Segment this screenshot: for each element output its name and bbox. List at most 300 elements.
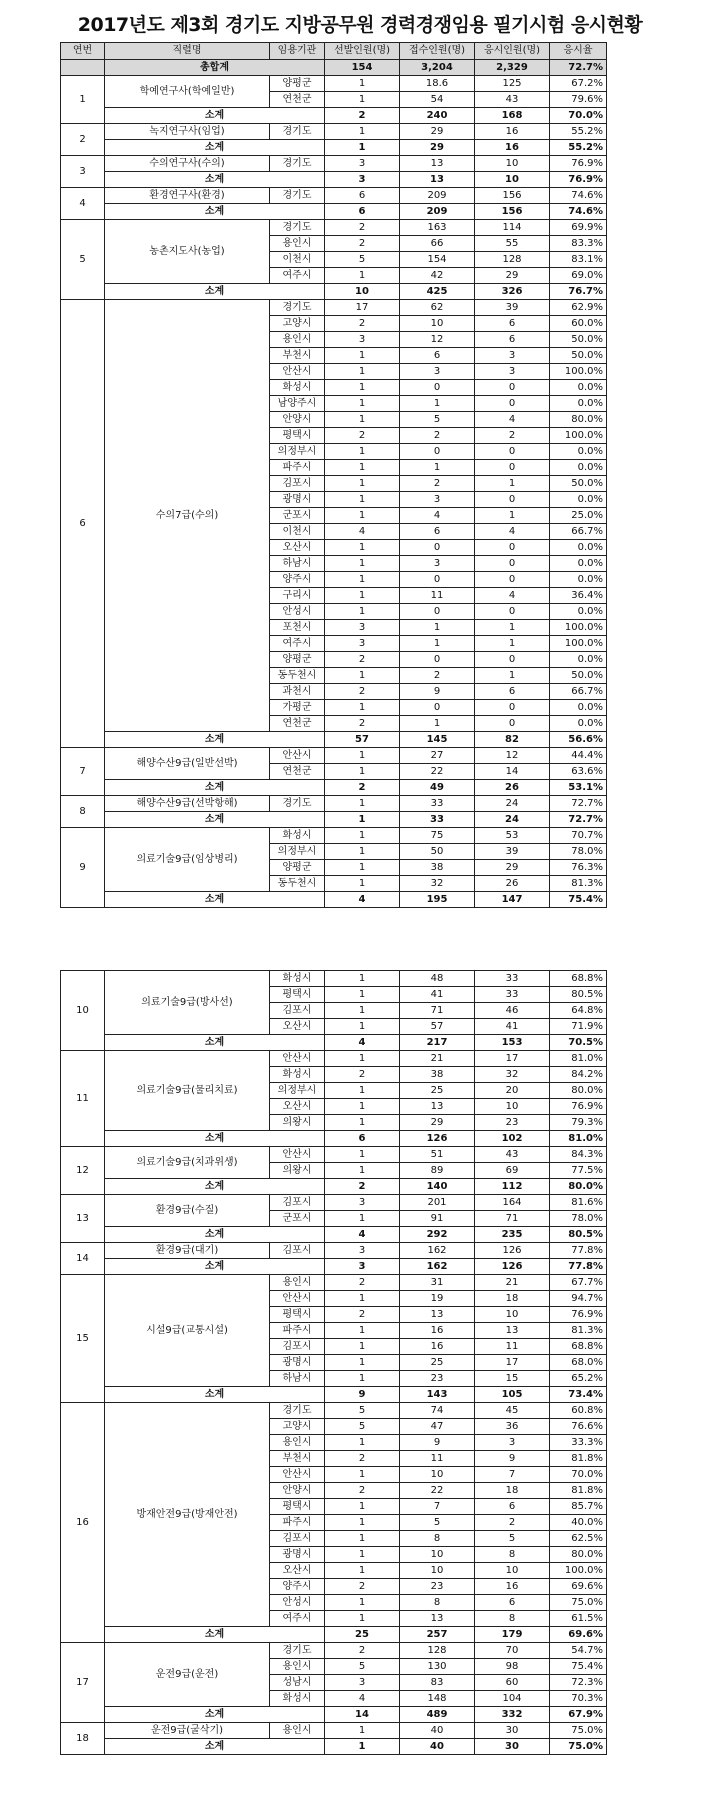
applied-count: 156 — [475, 188, 550, 204]
subtotal-label: 소계 — [105, 140, 325, 156]
agency: 의정부시 — [270, 444, 325, 460]
application-rate: 83.3% — [550, 236, 607, 252]
agency: 연천군 — [270, 764, 325, 780]
subtotal-applied: 10 — [475, 172, 550, 188]
subtotal-registered: 49 — [400, 780, 475, 796]
registered-count: 10 — [400, 1547, 475, 1563]
subtotal-rate: 75.0% — [550, 1739, 607, 1755]
subtotal-rate: 70.0% — [550, 108, 607, 124]
agency: 평택시 — [270, 987, 325, 1003]
agency: 하남시 — [270, 1371, 325, 1387]
selected-count: 1 — [325, 1115, 400, 1131]
applied-count: 17 — [475, 1051, 550, 1067]
agency: 의왕시 — [270, 1163, 325, 1179]
job-series: 의료기술9급(임상병리) — [105, 828, 270, 892]
grand-total-row — [61, 60, 607, 76]
agency: 용인시 — [270, 236, 325, 252]
subtotal-registered: 209 — [400, 204, 475, 220]
subtotal-row — [61, 1707, 607, 1723]
job-series: 의료기술9급(방사선) — [105, 971, 270, 1035]
selected-count: 6 — [325, 188, 400, 204]
application-rate: 0.0% — [550, 460, 607, 476]
subtotal-registered: 425 — [400, 284, 475, 300]
serial-number: 3 — [61, 156, 105, 188]
selected-count: 1 — [325, 396, 400, 412]
registered-count: 1 — [400, 460, 475, 476]
application-rate: 80.5% — [550, 987, 607, 1003]
application-rate: 62.5% — [550, 1531, 607, 1547]
subtotal-applied: 179 — [475, 1627, 550, 1643]
job-series: 방재안전9급(방재안전) — [105, 1403, 270, 1627]
registered-count: 1 — [400, 620, 475, 636]
subtotal-registered: 140 — [400, 1179, 475, 1195]
serial-number: 9 — [61, 828, 105, 908]
subtotal-applied: 112 — [475, 1179, 550, 1195]
application-rate: 79.6% — [550, 92, 607, 108]
registered-count: 75 — [400, 828, 475, 844]
table-row — [61, 124, 607, 140]
agency: 안산시 — [270, 364, 325, 380]
selected-count: 2 — [325, 1451, 400, 1467]
application-rate: 81.8% — [550, 1483, 607, 1499]
job-series: 운전9급(운전) — [105, 1643, 270, 1707]
subtotal-row — [61, 204, 607, 220]
selected-count: 1 — [325, 348, 400, 364]
applied-count: 98 — [475, 1659, 550, 1675]
selected-count: 1 — [325, 1595, 400, 1611]
agency: 남양주시 — [270, 396, 325, 412]
agency: 고양시 — [270, 1419, 325, 1435]
applied-count: 11 — [475, 1339, 550, 1355]
selected-count: 3 — [325, 1675, 400, 1691]
applied-count: 0 — [475, 700, 550, 716]
subtotal-label: 소계 — [105, 1627, 325, 1643]
subtotal-rate: 75.4% — [550, 892, 607, 908]
registered-count: 5 — [400, 1515, 475, 1531]
subtotal-row — [61, 812, 607, 828]
subtotal-registered: 240 — [400, 108, 475, 124]
registered-count: 9 — [400, 1435, 475, 1451]
subtotal-registered: 40 — [400, 1739, 475, 1755]
grand-total-rate: 72.7% — [550, 60, 607, 76]
application-rate: 75.0% — [550, 1595, 607, 1611]
applied-count: 33 — [475, 971, 550, 987]
serial-number: 13 — [61, 1195, 105, 1243]
job-series: 녹지연구사(임업) — [105, 124, 270, 140]
registered-count: 9 — [400, 684, 475, 700]
applicant-table-part-1 — [60, 42, 607, 908]
application-rate: 81.6% — [550, 1195, 607, 1211]
selected-count: 1 — [325, 860, 400, 876]
selected-count: 5 — [325, 252, 400, 268]
subtotal-label: 소계 — [105, 1179, 325, 1195]
agency: 하남시 — [270, 556, 325, 572]
selected-count: 1 — [325, 1099, 400, 1115]
applied-count: 1 — [475, 620, 550, 636]
registered-count: 8 — [400, 1595, 475, 1611]
serial-number: 5 — [61, 220, 105, 300]
application-rate: 77.5% — [550, 1163, 607, 1179]
application-rate: 60.0% — [550, 316, 607, 332]
application-rate: 83.1% — [550, 252, 607, 268]
registered-count: 128 — [400, 1643, 475, 1659]
registered-count: 16 — [400, 1339, 475, 1355]
selected-count: 2 — [325, 316, 400, 332]
subtotal-label: 소계 — [105, 284, 325, 300]
applied-count: 7 — [475, 1467, 550, 1483]
subtotal-registered: 257 — [400, 1627, 475, 1643]
applied-count: 164 — [475, 1195, 550, 1211]
application-rate: 76.3% — [550, 860, 607, 876]
selected-count: 1 — [325, 1355, 400, 1371]
applied-count: 18 — [475, 1291, 550, 1307]
agency: 화성시 — [270, 828, 325, 844]
subtotal-selected: 57 — [325, 732, 400, 748]
subtotal-rate: 76.7% — [550, 284, 607, 300]
application-rate: 78.0% — [550, 1211, 607, 1227]
serial-number: 11 — [61, 1051, 105, 1147]
selected-count: 1 — [325, 444, 400, 460]
serial-number: 14 — [61, 1243, 105, 1275]
registered-count: 22 — [400, 1483, 475, 1499]
applied-count: 6 — [475, 1595, 550, 1611]
applied-count: 0 — [475, 380, 550, 396]
agency: 양평군 — [270, 76, 325, 92]
applied-count: 104 — [475, 1691, 550, 1707]
selected-count: 3 — [325, 156, 400, 172]
agency: 용인시 — [270, 332, 325, 348]
registered-count: 6 — [400, 524, 475, 540]
selected-count: 1 — [325, 572, 400, 588]
applied-count: 30 — [475, 1723, 550, 1739]
job-series: 환경9급(대기) — [105, 1243, 270, 1259]
table-row — [61, 1403, 607, 1419]
applied-count: 41 — [475, 1019, 550, 1035]
agency: 경기도 — [270, 220, 325, 236]
subtotal-applied: 105 — [475, 1387, 550, 1403]
subtotal-applied: 24 — [475, 812, 550, 828]
selected-count: 17 — [325, 300, 400, 316]
selected-count: 1 — [325, 1371, 400, 1387]
registered-count: 54 — [400, 92, 475, 108]
application-rate: 79.3% — [550, 1115, 607, 1131]
application-rate: 0.0% — [550, 540, 607, 556]
registered-count: 19 — [400, 1291, 475, 1307]
table-row — [61, 1195, 607, 1211]
subtotal-registered: 162 — [400, 1259, 475, 1275]
registered-count: 32 — [400, 876, 475, 892]
selected-count: 2 — [325, 1307, 400, 1323]
application-rate: 55.2% — [550, 124, 607, 140]
applied-count: 0 — [475, 556, 550, 572]
job-series: 시설9급(교통시설) — [105, 1275, 270, 1387]
selected-count: 1 — [325, 987, 400, 1003]
table-row — [61, 1643, 607, 1659]
subtotal-selected: 4 — [325, 1227, 400, 1243]
application-rate: 36.4% — [550, 588, 607, 604]
registered-count: 162 — [400, 1243, 475, 1259]
applied-count: 16 — [475, 124, 550, 140]
subtotal-applied: 156 — [475, 204, 550, 220]
application-rate: 50.0% — [550, 332, 607, 348]
job-series: 해양수산9급(선박항해) — [105, 796, 270, 812]
selected-count: 1 — [325, 1723, 400, 1739]
selected-count: 2 — [325, 1579, 400, 1595]
agency: 김포시 — [270, 1243, 325, 1259]
application-rate: 62.9% — [550, 300, 607, 316]
agency: 오산시 — [270, 1563, 325, 1579]
table-row — [61, 1243, 607, 1259]
application-rate: 80.0% — [550, 1547, 607, 1563]
selected-count: 1 — [325, 412, 400, 428]
subtotal-registered: 13 — [400, 172, 475, 188]
registered-count: 130 — [400, 1659, 475, 1675]
agency: 김포시 — [270, 1195, 325, 1211]
applied-count: 10 — [475, 156, 550, 172]
selected-count: 1 — [325, 76, 400, 92]
subtotal-rate: 80.0% — [550, 1179, 607, 1195]
agency: 여주시 — [270, 636, 325, 652]
agency: 군포시 — [270, 1211, 325, 1227]
applied-count: 0 — [475, 572, 550, 588]
selected-count: 1 — [325, 1291, 400, 1307]
selected-count: 1 — [325, 1147, 400, 1163]
subtotal-row — [61, 1131, 607, 1147]
subtotal-registered: 145 — [400, 732, 475, 748]
subtotal-selected: 1 — [325, 812, 400, 828]
selected-count: 1 — [325, 700, 400, 716]
subtotal-rate: 55.2% — [550, 140, 607, 156]
application-rate: 0.0% — [550, 492, 607, 508]
applied-count: 4 — [475, 412, 550, 428]
agency: 용인시 — [270, 1723, 325, 1739]
registered-count: 23 — [400, 1371, 475, 1387]
table-row — [61, 1051, 607, 1067]
subtotal-selected: 4 — [325, 1035, 400, 1051]
subtotal-registered: 217 — [400, 1035, 475, 1051]
subtotal-row — [61, 108, 607, 124]
agency: 경기도 — [270, 1403, 325, 1419]
agency: 안산시 — [270, 748, 325, 764]
agency: 화성시 — [270, 1691, 325, 1707]
selected-count: 1 — [325, 1547, 400, 1563]
registered-count: 0 — [400, 380, 475, 396]
subtotal-selected: 1 — [325, 1739, 400, 1755]
applied-count: 43 — [475, 1147, 550, 1163]
agency: 경기도 — [270, 300, 325, 316]
selected-count: 1 — [325, 764, 400, 780]
agency: 평택시 — [270, 1307, 325, 1323]
registered-count: 13 — [400, 1611, 475, 1627]
registered-count: 1 — [400, 636, 475, 652]
application-rate: 44.4% — [550, 748, 607, 764]
subtotal-registered: 195 — [400, 892, 475, 908]
registered-count: 13 — [400, 1307, 475, 1323]
registered-count: 13 — [400, 1099, 475, 1115]
applied-count: 14 — [475, 764, 550, 780]
selected-count: 1 — [325, 1083, 400, 1099]
subtotal-label: 소계 — [105, 108, 325, 124]
registered-count: 74 — [400, 1403, 475, 1419]
applied-count: 6 — [475, 1499, 550, 1515]
registered-count: 48 — [400, 971, 475, 987]
selected-count: 1 — [325, 364, 400, 380]
subtotal-selected: 1 — [325, 140, 400, 156]
subtotal-rate: 77.8% — [550, 1259, 607, 1275]
application-rate: 65.2% — [550, 1371, 607, 1387]
registered-count: 0 — [400, 652, 475, 668]
registered-count: 201 — [400, 1195, 475, 1211]
agency: 성남시 — [270, 1675, 325, 1691]
serial-number: 15 — [61, 1275, 105, 1403]
subtotal-applied: 16 — [475, 140, 550, 156]
applied-count: 8 — [475, 1611, 550, 1627]
selected-count: 1 — [325, 1611, 400, 1627]
application-rate: 64.8% — [550, 1003, 607, 1019]
registered-count: 209 — [400, 188, 475, 204]
application-rate: 71.9% — [550, 1019, 607, 1035]
subtotal-rate: 53.1% — [550, 780, 607, 796]
applied-count: 69 — [475, 1163, 550, 1179]
selected-count: 4 — [325, 1691, 400, 1707]
subtotal-row — [61, 1259, 607, 1275]
agency: 부천시 — [270, 348, 325, 364]
agency: 화성시 — [270, 380, 325, 396]
subtotal-row — [61, 1739, 607, 1755]
agency: 경기도 — [270, 124, 325, 140]
selected-count: 1 — [325, 1211, 400, 1227]
registered-count: 29 — [400, 1115, 475, 1131]
job-series: 수의7급(수의) — [105, 300, 270, 732]
registered-count: 12 — [400, 332, 475, 348]
application-rate: 0.0% — [550, 444, 607, 460]
application-rate: 68.0% — [550, 1355, 607, 1371]
applied-count: 1 — [475, 476, 550, 492]
registered-count: 91 — [400, 1211, 475, 1227]
application-rate: 72.3% — [550, 1675, 607, 1691]
applied-count: 23 — [475, 1115, 550, 1131]
selected-count: 2 — [325, 220, 400, 236]
selected-count: 3 — [325, 620, 400, 636]
subtotal-selected: 3 — [325, 172, 400, 188]
applied-count: 26 — [475, 876, 550, 892]
registered-count: 163 — [400, 220, 475, 236]
registered-count: 0 — [400, 604, 475, 620]
applied-count: 36 — [475, 1419, 550, 1435]
application-rate: 72.7% — [550, 796, 607, 812]
application-rate: 66.7% — [550, 524, 607, 540]
subtotal-row — [61, 1387, 607, 1403]
agency: 안산시 — [270, 1291, 325, 1307]
selected-count: 5 — [325, 1419, 400, 1435]
applied-count: 18 — [475, 1483, 550, 1499]
subtotal-row — [61, 892, 607, 908]
table-row — [61, 76, 607, 92]
registered-count: 71 — [400, 1003, 475, 1019]
registered-count: 66 — [400, 236, 475, 252]
registered-count: 7 — [400, 1499, 475, 1515]
agency: 평택시 — [270, 1499, 325, 1515]
subtotal-registered: 33 — [400, 812, 475, 828]
registered-count: 2 — [400, 428, 475, 444]
serial-number: 2 — [61, 124, 105, 156]
registered-count: 29 — [400, 124, 475, 140]
agency: 화성시 — [270, 1067, 325, 1083]
subtotal-selected: 9 — [325, 1387, 400, 1403]
application-rate: 0.0% — [550, 396, 607, 412]
selected-count: 3 — [325, 332, 400, 348]
agency: 동두천시 — [270, 668, 325, 684]
agency: 경기도 — [270, 156, 325, 172]
subtotal-label: 소계 — [105, 1707, 325, 1723]
subtotal-selected: 6 — [325, 204, 400, 220]
subtotal-label: 소계 — [105, 1131, 325, 1147]
registered-count: 3 — [400, 492, 475, 508]
selected-count: 2 — [325, 1067, 400, 1083]
application-rate: 84.2% — [550, 1067, 607, 1083]
subtotal-rate: 69.6% — [550, 1627, 607, 1643]
applied-count: 0 — [475, 492, 550, 508]
registered-count: 10 — [400, 1467, 475, 1483]
application-rate: 33.3% — [550, 1435, 607, 1451]
subtotal-label: 소계 — [105, 812, 325, 828]
applied-count: 6 — [475, 332, 550, 348]
application-rate: 94.7% — [550, 1291, 607, 1307]
table-row — [61, 300, 607, 316]
subtotal-applied: 126 — [475, 1259, 550, 1275]
registered-count: 47 — [400, 1419, 475, 1435]
applied-count: 6 — [475, 684, 550, 700]
applied-count: 3 — [475, 1435, 550, 1451]
registered-count: 0 — [400, 700, 475, 716]
subtotal-applied: 326 — [475, 284, 550, 300]
agency: 경기도 — [270, 188, 325, 204]
application-rate: 100.0% — [550, 636, 607, 652]
subtotal-rate: 81.0% — [550, 1131, 607, 1147]
selected-count: 2 — [325, 716, 400, 732]
application-rate: 68.8% — [550, 1339, 607, 1355]
agency: 김포시 — [270, 1531, 325, 1547]
column-header: 접수인원(명) — [400, 43, 475, 60]
agency: 포천시 — [270, 620, 325, 636]
grand-total-selected: 154 — [325, 60, 400, 76]
agency: 양주시 — [270, 572, 325, 588]
subtotal-applied: 82 — [475, 732, 550, 748]
selected-count: 1 — [325, 1531, 400, 1547]
registered-count: 57 — [400, 1019, 475, 1035]
application-rate: 100.0% — [550, 1563, 607, 1579]
agency: 안산시 — [270, 1051, 325, 1067]
agency: 용인시 — [270, 1275, 325, 1291]
job-series: 학예연구사(학예일반) — [105, 76, 270, 108]
subtotal-row — [61, 732, 607, 748]
application-rate: 0.0% — [550, 380, 607, 396]
applied-count: 5 — [475, 1531, 550, 1547]
applied-count: 0 — [475, 396, 550, 412]
grand-total-label: 총합계 — [105, 60, 325, 76]
application-rate: 69.0% — [550, 268, 607, 284]
subtotal-applied: 235 — [475, 1227, 550, 1243]
subtotal-label: 소계 — [105, 1227, 325, 1243]
serial-number: 12 — [61, 1147, 105, 1195]
agency: 파주시 — [270, 460, 325, 476]
applied-count: 20 — [475, 1083, 550, 1099]
serial-number: 1 — [61, 76, 105, 124]
serial-number: 7 — [61, 748, 105, 796]
application-rate: 81.0% — [550, 1051, 607, 1067]
registered-count: 27 — [400, 748, 475, 764]
agency: 부천시 — [270, 1451, 325, 1467]
